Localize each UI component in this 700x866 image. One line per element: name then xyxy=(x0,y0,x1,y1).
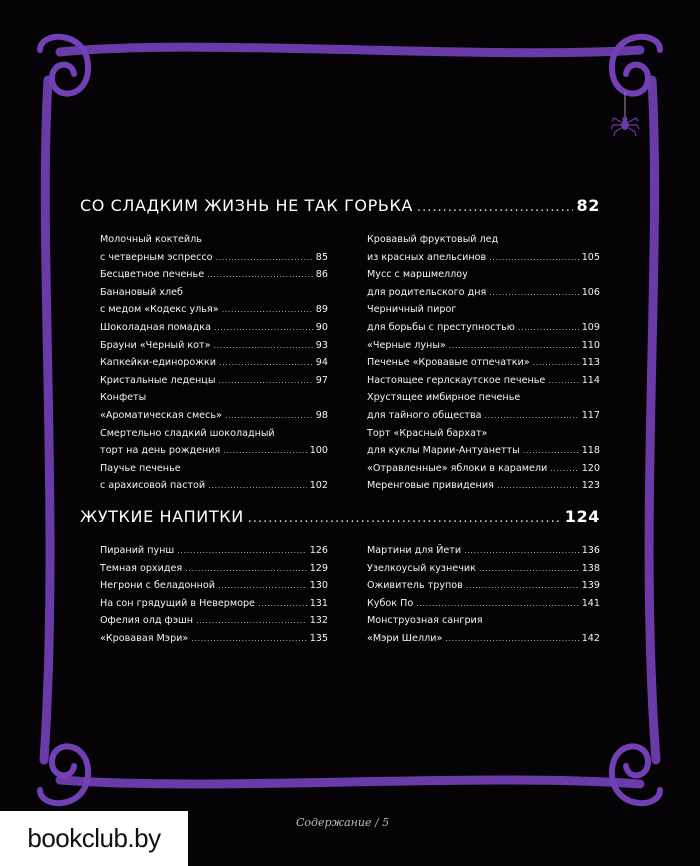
leader-dots xyxy=(489,249,579,267)
leader-dots xyxy=(445,630,578,648)
toc-entry-title: для тайного общества xyxy=(367,409,482,421)
toc-entry-page: 109 xyxy=(581,321,600,333)
toc-entry xyxy=(367,266,600,284)
toc-entry-page: 114 xyxy=(581,374,600,386)
toc-entry-title: Шоколадная помадка xyxy=(100,321,211,333)
toc-entry xyxy=(367,354,600,372)
toc-entry xyxy=(367,301,600,319)
leader-dots xyxy=(214,319,313,337)
leader-dots xyxy=(416,595,578,613)
toc-entry-page: 139 xyxy=(581,580,600,592)
leader-dots xyxy=(417,200,573,215)
toc-entry xyxy=(100,389,328,407)
toc-entry-page: 105 xyxy=(581,251,600,263)
section-page-number: 82 xyxy=(576,196,600,215)
toc-entry-title: «Отравленные» яблоки в карамели xyxy=(367,462,548,474)
toc-entry xyxy=(100,372,328,390)
toc-entry-title: Конфеты xyxy=(100,392,147,404)
leader-dots xyxy=(223,442,306,460)
toc-entry xyxy=(367,542,600,560)
section-title: СО СЛАДКИМ ЖИЗНЬ НЕ ТАК ГОРЬКА xyxy=(80,196,413,215)
leader-dots xyxy=(464,542,579,560)
spider-icon xyxy=(611,92,639,136)
toc-entry-title: Мусс с маршмеллоу xyxy=(367,269,468,281)
toc-entry-title: Торт «Красный бархат» xyxy=(367,427,488,439)
toc-entry xyxy=(100,249,328,267)
toc-entry-title: Капкейки-единорожки xyxy=(100,357,216,369)
toc-entry-page: 102 xyxy=(309,480,328,492)
toc-entry-page: 110 xyxy=(581,339,600,351)
toc-entry-title: Монструозная сангрия xyxy=(367,615,483,627)
toc-entry-page: 117 xyxy=(581,409,600,421)
toc-entry xyxy=(367,337,600,355)
leader-dots xyxy=(222,301,313,319)
leader-dots xyxy=(185,560,307,578)
toc-entry xyxy=(100,595,328,613)
toc-entry-title: Кубок По xyxy=(367,597,414,609)
leader-dots xyxy=(466,577,579,595)
toc-entry-title: Негрони с беладонной xyxy=(100,580,215,592)
leader-dots xyxy=(196,612,307,630)
toc-entry-title: «Мэри Шелли» xyxy=(367,632,443,644)
leader-dots xyxy=(219,354,313,372)
toc-entry xyxy=(100,560,328,578)
toc-entry-page: 136 xyxy=(581,544,600,556)
toc-entry xyxy=(367,372,600,390)
page-footer: Содержание / 5 xyxy=(296,816,390,829)
toc-entry-page: 129 xyxy=(309,562,328,574)
toc-entry-page: 98 xyxy=(315,409,328,421)
toc-entry xyxy=(367,595,600,613)
leader-dots xyxy=(485,407,579,425)
toc-entry-page: 85 xyxy=(315,251,328,263)
toc-entry-page: 100 xyxy=(309,445,328,457)
toc-entry-page: 138 xyxy=(581,562,600,574)
toc-entry-title: Офелия олд фэшн xyxy=(100,615,194,627)
toc-entry-page: 131 xyxy=(309,597,328,609)
toc-entry xyxy=(367,460,600,478)
toc-entry xyxy=(100,460,328,478)
toc-entry-page: 94 xyxy=(315,357,328,369)
toc-entry-title: «Ароматическая смесь» xyxy=(100,409,222,421)
toc-entry-title: На сон грядущий в Неверморе xyxy=(100,597,255,609)
leader-dots xyxy=(177,542,306,560)
toc-entry xyxy=(367,231,600,249)
toc-entry xyxy=(100,542,328,560)
toc-entry-page: 86 xyxy=(315,269,328,281)
toc-entry-page: 93 xyxy=(315,339,328,351)
leader-dots xyxy=(213,337,312,355)
toc-entry-title: «Черные луны» xyxy=(367,339,446,351)
leader-dots xyxy=(548,372,578,390)
leader-dots xyxy=(479,560,579,578)
leader-dots xyxy=(207,266,313,284)
toc-entry-title: Хрустящее имбирное печенье xyxy=(367,392,521,404)
toc-entry-title: для куклы Марии-Антуанетты xyxy=(367,445,520,457)
section-heading xyxy=(80,507,600,526)
toc-entry xyxy=(367,630,600,648)
toc-entry-title: Бесцветное печенье xyxy=(100,269,205,281)
toc-section-sweets xyxy=(80,196,600,495)
toc-entry-page: 89 xyxy=(315,304,328,316)
toc-entry-title: Узелкоусый кузнечик xyxy=(367,562,476,574)
toc-entry xyxy=(100,425,328,443)
leader-dots xyxy=(225,407,313,425)
leader-dots xyxy=(248,511,561,526)
section-title: ЖУТКИЕ НАПИТКИ xyxy=(80,506,244,526)
table-of-contents xyxy=(80,196,600,647)
toc-entry xyxy=(100,284,328,302)
toc-section-drinks xyxy=(80,507,600,648)
toc-entry-title: Мартини для Йети xyxy=(367,544,462,556)
toc-entry xyxy=(367,577,600,595)
toc-entry xyxy=(367,319,600,337)
leader-dots xyxy=(523,442,579,460)
section-heading xyxy=(80,196,600,215)
toc-entry-page: 123 xyxy=(581,480,600,492)
toc-column-left xyxy=(100,231,328,495)
toc-entry-page: 120 xyxy=(581,462,600,474)
leader-dots xyxy=(533,354,579,372)
toc-entry-title: Меренговые привидения xyxy=(367,480,494,492)
toc-entry-title: из красных апельсинов xyxy=(367,251,487,263)
toc-entry-page: 106 xyxy=(581,286,600,298)
toc-entry-title: Паучье печенье xyxy=(100,462,181,474)
toc-entry-title: Кристальные леденцы xyxy=(100,374,216,386)
toc-entry xyxy=(100,231,328,249)
toc-entry-title: Банановый хлеб xyxy=(100,286,183,298)
toc-entry-page: 141 xyxy=(581,597,600,609)
toc-entry-title: для борьбы с преступностью xyxy=(367,321,515,333)
toc-entry xyxy=(100,266,328,284)
toc-entry xyxy=(100,612,328,630)
toc-entry-title: с четверным эспрессо xyxy=(100,251,213,263)
section-page-number: 124 xyxy=(564,506,600,526)
toc-entry xyxy=(100,407,328,425)
toc-entry xyxy=(367,560,600,578)
toc-entry-title: с медом «Кодекс улья» xyxy=(100,304,219,316)
toc-entry-title: Молочный коктейль xyxy=(100,234,202,245)
toc-entry xyxy=(367,425,600,443)
leader-dots xyxy=(208,477,307,495)
toc-entry-title: Темная орхидея xyxy=(100,562,183,574)
leader-dots xyxy=(550,460,578,478)
toc-entry-title: «Кровавая Мэри» xyxy=(100,632,189,644)
toc-entry-title: торт на день рождения xyxy=(100,445,221,457)
leader-dots xyxy=(518,319,579,337)
toc-entry xyxy=(100,301,328,319)
toc-entry-page: 132 xyxy=(309,615,328,627)
toc-entry xyxy=(100,630,328,648)
leader-dots xyxy=(218,577,307,595)
toc-entry-title: Брауни «Черный кот» xyxy=(100,339,211,351)
leader-dots xyxy=(258,595,307,613)
toc-entry-page: 97 xyxy=(315,374,328,386)
toc-entry-title: Оживитель трупов xyxy=(367,580,463,592)
toc-entry-page: 118 xyxy=(581,445,600,457)
toc-entry-title: Черничный пирог xyxy=(367,304,457,316)
toc-entry-title: Пираний пунш xyxy=(100,544,175,556)
toc-entry xyxy=(100,577,328,595)
toc-entry-page: 126 xyxy=(309,544,328,556)
toc-entry-page: 113 xyxy=(581,357,600,369)
toc-column-left xyxy=(100,542,328,648)
toc-entry-page: 142 xyxy=(581,632,600,644)
toc-entry xyxy=(367,612,600,630)
toc-entry-title: для родительского дня xyxy=(367,286,487,298)
toc-entry xyxy=(367,407,600,425)
leader-dots xyxy=(489,284,578,302)
toc-column-right xyxy=(367,542,600,648)
leader-dots xyxy=(191,630,306,648)
toc-entry xyxy=(100,442,328,460)
leader-dots xyxy=(216,249,313,267)
toc-entry-title: Настоящее герлскаутское печенье xyxy=(367,374,546,386)
toc-entry xyxy=(367,389,600,407)
toc-entry xyxy=(367,284,600,302)
toc-entry-page: 90 xyxy=(315,321,328,333)
toc-entry-title: Кровавый фруктовый лед xyxy=(367,234,499,245)
toc-entry xyxy=(100,319,328,337)
toc-entry xyxy=(100,354,328,372)
toc-entry xyxy=(100,337,328,355)
leader-dots xyxy=(449,337,579,355)
toc-entry-page: 130 xyxy=(309,580,328,592)
leader-dots xyxy=(218,372,312,390)
leader-dots xyxy=(497,477,579,495)
toc-entry xyxy=(367,442,600,460)
site-watermark: bookclub.by xyxy=(0,811,188,866)
toc-entry-title: с арахисовой пастой xyxy=(100,480,206,492)
toc-entry-page: 135 xyxy=(309,632,328,644)
toc-entry xyxy=(367,477,600,495)
toc-entry xyxy=(367,249,600,267)
toc-entry-title: Смертельно сладкий шоколадный xyxy=(100,427,275,439)
toc-entry-title: Печенье «Кровавые отпечатки» xyxy=(367,357,530,369)
toc-entry xyxy=(100,477,328,495)
toc-column-right xyxy=(367,231,600,495)
